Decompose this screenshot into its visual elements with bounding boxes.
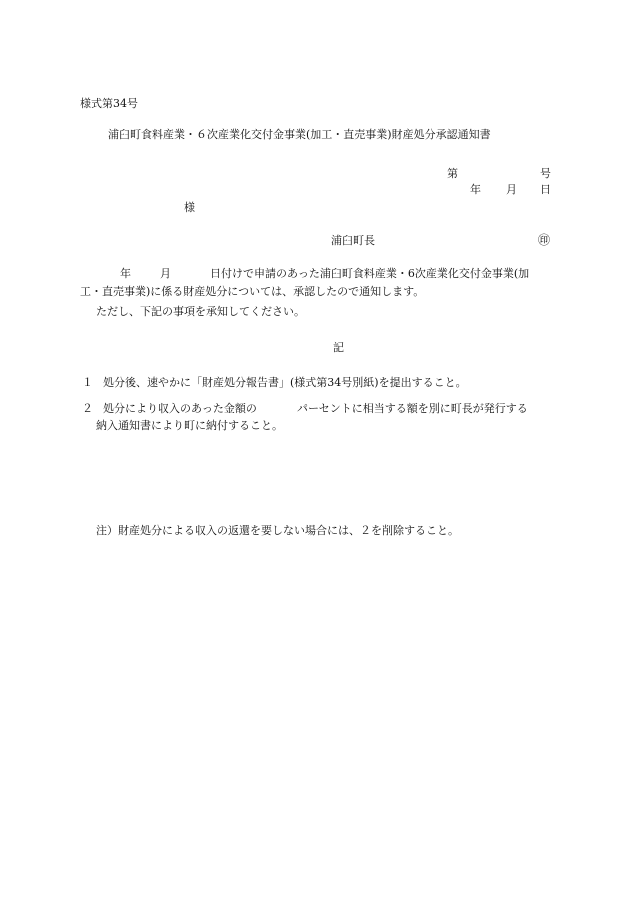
- item-1-number: １: [82, 376, 93, 389]
- doc-number-suffix: 号: [540, 167, 551, 180]
- body-line1: 日付けで申請のあった浦臼町食料産業・6次産業化交付金事業(加: [210, 267, 530, 280]
- seal-mark: ㊞: [538, 233, 551, 247]
- addressee-honorific: 様: [184, 201, 195, 214]
- item-2-text-part1: 処分により収入のあった金額の: [103, 402, 257, 415]
- body-line2: 工・直売事業)に係る財産処分については、承認したので通知します。: [80, 285, 425, 298]
- date-day: 日: [540, 183, 551, 196]
- form-number: 様式第34号: [80, 97, 138, 110]
- issuer-title: 浦臼町長: [331, 234, 375, 247]
- date-month: 月: [506, 183, 517, 196]
- document-title: 浦臼町食料産業・６次産業化交付金事業(加工・直売事業)財産処分承認通知書: [108, 128, 491, 141]
- item-2-number: ２: [82, 402, 93, 415]
- date-year: 年: [470, 183, 481, 196]
- item-2-text-part2: パーセントに相当する額を別に町長が発行する: [297, 402, 528, 415]
- body-year: 年: [120, 267, 131, 280]
- footnote: 注）財産処分による収入の返還を要しない場合には、２を削除すること。: [96, 524, 459, 537]
- doc-number-prefix: 第: [447, 167, 458, 180]
- body-month: 月: [160, 267, 171, 280]
- item-1-text: 処分後、速やかに「財産処分報告書」(様式第34号別紙)を提出すること。: [103, 376, 467, 389]
- ki-heading: 記: [333, 341, 344, 354]
- body-line3: ただし、下記の事項を承知してください。: [96, 305, 305, 318]
- item-2-text-line2: 納入通知書により町に納付すること。: [96, 419, 283, 432]
